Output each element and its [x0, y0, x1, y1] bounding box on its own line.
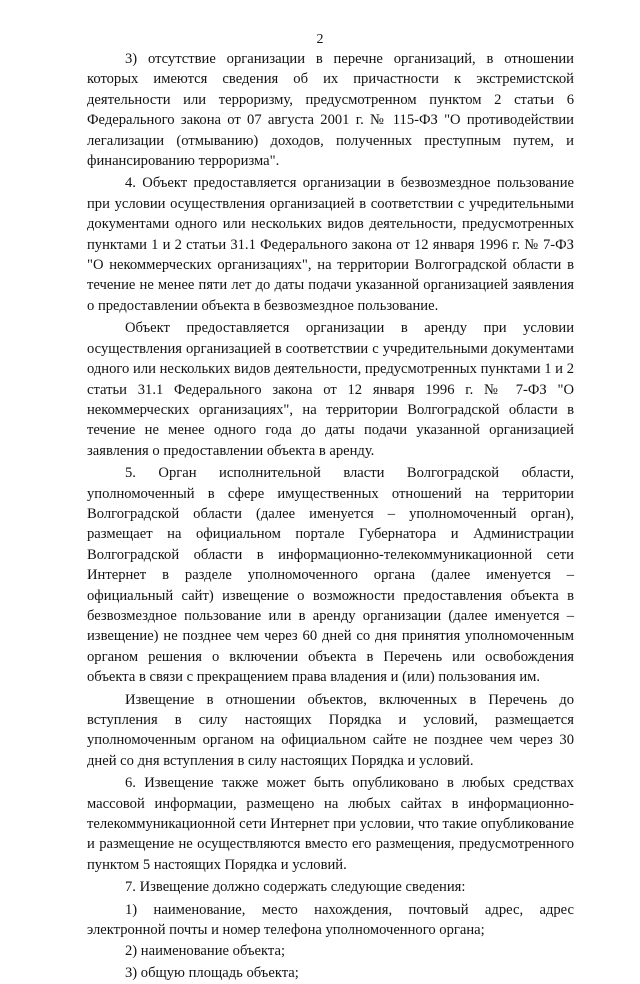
paragraph-section-5: 5. Орган исполнительной власти Волгоградской области, уполномоченный в сфере имущественных отношений на территории Волгоградской области (далее именуется – уполномоченный орган), размещает на официальном портале Губернатора и Администрации Волгоградской области в информационно-телекоммуникационной сети Интернет в разделе уполномоченного органа (далее именуется – официальный сайт) извещение о возможности предоставления объекта в безвозмездное пользование или в аренду организации (далее именуется – извещение) не позднее чем через 60 дней со дня принятия уполномоченным органом решения о включении объекта в Перечень или освобождения объекта в связи с прекращением права владения и (или) пользования им.: [87, 465, 574, 686]
paragraph-section-7: 7. Извещение должно содержать следующие сведения:: [125, 879, 466, 896]
document-body: [87, 49, 574, 984]
list-item-3: 3) общую площадь объекта;: [125, 964, 299, 981]
paragraph-item-3: 3) отсутствие организации в перечне организаций, в отношении которых имеются сведения об их причастности к экстремистской деятельности или терроризму, предусмотренном пунктом 2 статьи 6 Федерального закона от 07 августа 2001 г. № 115-ФЗ "О противодействии легализации (отмыванию) доходов, полученных преступным путем, и финансированию терроризма".: [87, 51, 574, 170]
paragraph-section-4: 4. Объект предоставляется организации в безвозмездное пользование при условии осуществления организацией в соответствии с учредительными документами одного или нескольких видов деятельности, предусмотренных пунктами 1 и 2 статьи 31.1 Федерального закона от 12 января 1996 г. № 7-ФЗ "О некоммерческих организациях", на территории Волгоградской области в течение не менее пяти лет до даты подачи указанной организацией заявления о предоставлении объекта в безвозмездное пользование.: [87, 175, 574, 314]
list-item-1: 1) наименование, место нахождения, почтовый адрес, адрес электронной почты и номер телефона уполномоченного органа;: [87, 901, 574, 939]
list-item-2: 2) наименование объекта;: [125, 943, 286, 960]
paragraph-section-5-notice: Извещение в отношении объектов, включенных в Перечень до вступления в силу настоящих Порядка и условий, размещается уполномоченным органом на официальном сайте не позднее чем через 30 дней со дня вступления в силу настоящих Порядка и условий.: [87, 691, 574, 769]
page-number: 2: [316, 32, 324, 47]
paragraph-section-4-rent: Объект предоставляется организации в аренду при условии осуществления организацией в соответствии с учредительными документами одного или нескольких видов деятельности, предусмотренных пунктами 1 и 2 статьи 31.1 Федерального закона от 12 января 1996 г. № 7-ФЗ "О некоммерческих организациях", на территории Волгоградской области в течение не менее одного года до даты подачи указанной организацией заявления о предоставлении объекта в аренду.: [87, 320, 574, 459]
paragraph-section-6: 6. Извещение также может быть опубликовано в любых средствах массовой информации, размещено на любых сайтах в информационно-телекоммуникационной сети Интернет при условии, что такие опубликование и размещение не осуществляются вместо его размещения, предусмотренного пунктом 5 настоящих Порядка и условий.: [87, 775, 574, 873]
